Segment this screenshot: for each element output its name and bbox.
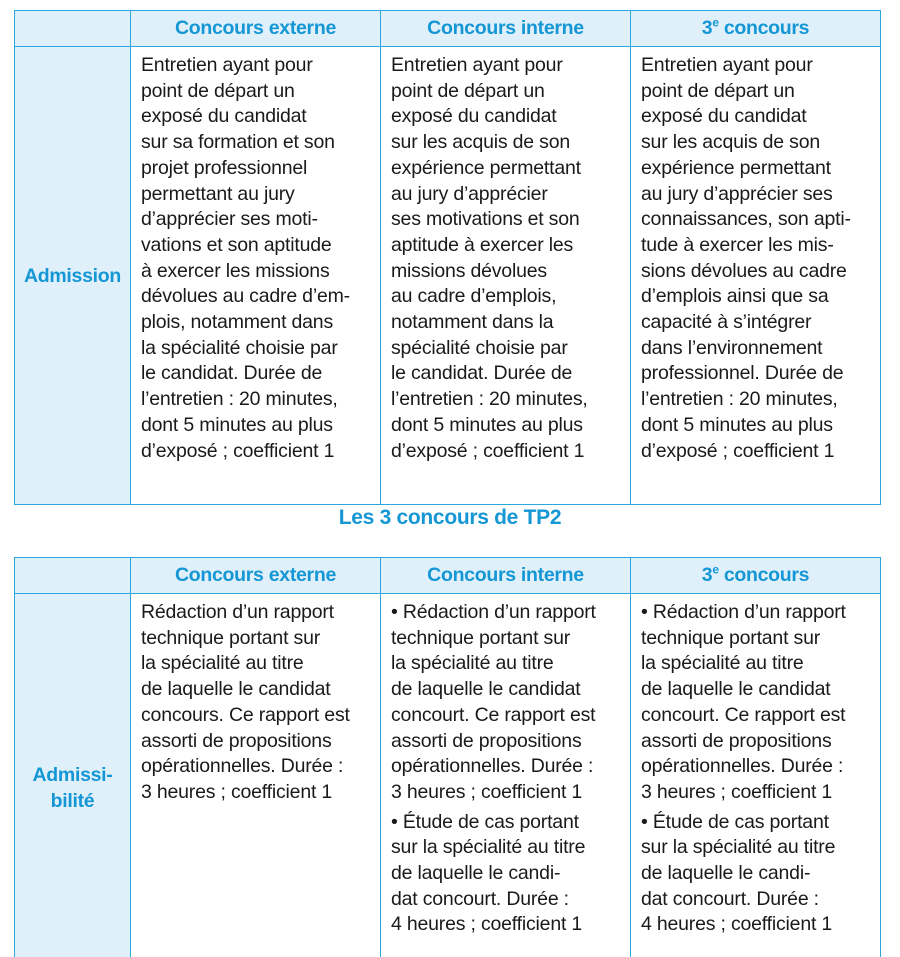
ordinal-suffix: e — [712, 15, 719, 30]
cell-interne-admission: Entretien ayant pour point de départ un exposé du candidat sur les acquis de son expérience permettant au jury d’apprécier ses motivations et son aptitude à exercer les missions dévolues au cadre d’emplois, notamment dans la spécialité choisie par le candidat. Durée de l’entretien : 20 minutes, dont 5 minutes au plus d’exposé ; coefficient 1 — [381, 47, 631, 505]
header-concours-interne: Concours interne — [381, 11, 631, 47]
ordinal-number: 3 — [701, 564, 713, 586]
cell-externe-admission: Entretien ayant pour point de départ un exposé du candidat sur sa formation et son projet professionnel permettant au jury d’apprécier ses moti- vations et son aptitude à exercer les missions dévolues au cadre d’em- plois, notamment dans la spécialité choisie par le candidat. Durée de l’entretien : 20 minutes, dont 5 minutes au plus d’exposé ; coefficient 1 — [131, 47, 381, 505]
table-row — [15, 594, 881, 957]
epreuve-etude-de-cas: • Étude de cas portant sur la spécialité au titre de laquelle le candi- dat concourt. Durée : 4 heures ; coefficient 1 — [641, 810, 836, 936]
section-title: Les 3 concours de TP2 — [338, 506, 562, 529]
header-concours-externe: Concours externe — [131, 558, 381, 594]
row-label-admission: Admission — [15, 47, 131, 505]
row-label-admissibilite — [15, 594, 131, 957]
row-label-line1: Admissi- — [32, 763, 113, 786]
table-row — [15, 47, 881, 505]
ordinal-suffix: e — [712, 562, 719, 577]
cell-troisieme-admission: Entretien ayant pour point de départ un exposé du candidat sur les acquis de son expérience permettant au jury d’apprécier ses connaissances, son apti- tude à exercer les mis- sions dévolues au cadre d’emplois ainsi que sa capacité à s’intégrer dans l’environnement professionnel. Durée de l’entretien : 20 minutes, dont 5 minutes au plus d’exposé ; coefficient 1 — [631, 47, 881, 505]
header-troisieme-concours — [631, 11, 881, 47]
admission-table — [14, 10, 881, 505]
corner-cell — [15, 11, 131, 47]
cell-interne-admissibilite — [381, 594, 631, 957]
epreuve-etude-de-cas: • Étude de cas portant sur la spécialité au titre de laquelle le candi- dat concourt. Durée : 4 heures ; coefficient 1 — [391, 810, 586, 936]
header-label: concours — [723, 564, 810, 586]
header-concours-externe: Concours externe — [131, 11, 381, 47]
admissibilite-table — [14, 557, 881, 957]
header-label: concours — [723, 17, 810, 39]
header-concours-interne: Concours interne — [381, 558, 631, 594]
table-header-row — [15, 558, 881, 594]
cell-externe-admissibilite: Rédaction d’un rapport technique portant sur la spécialité au titre de laquelle le candidat concours. Ce rapport est assorti de propositions opérationnelles. Durée : 3 heures ; coefficient 1 — [131, 594, 381, 957]
epreuve-rapport: • Rédaction d’un rapport technique portant sur la spécialité au titre de laquelle le candidat concourt. Ce rapport est assorti de propositions opérationnelles. Durée : 3 heures ; coefficient 1 — [391, 601, 596, 803]
table-header-row — [15, 11, 881, 47]
row-label-line2: bilité — [50, 789, 95, 812]
epreuve-rapport: • Rédaction d’un rapport technique portant sur la spécialité au titre de laquelle le candidat concourt. Ce rapport est assorti de propositions opérationnelles. Durée : 3 heures ; coefficient 1 — [641, 601, 846, 803]
header-troisieme-concours — [631, 558, 881, 594]
ordinal-number: 3 — [701, 17, 713, 39]
cell-troisieme-admissibilite — [631, 594, 881, 957]
corner-cell — [15, 558, 131, 594]
